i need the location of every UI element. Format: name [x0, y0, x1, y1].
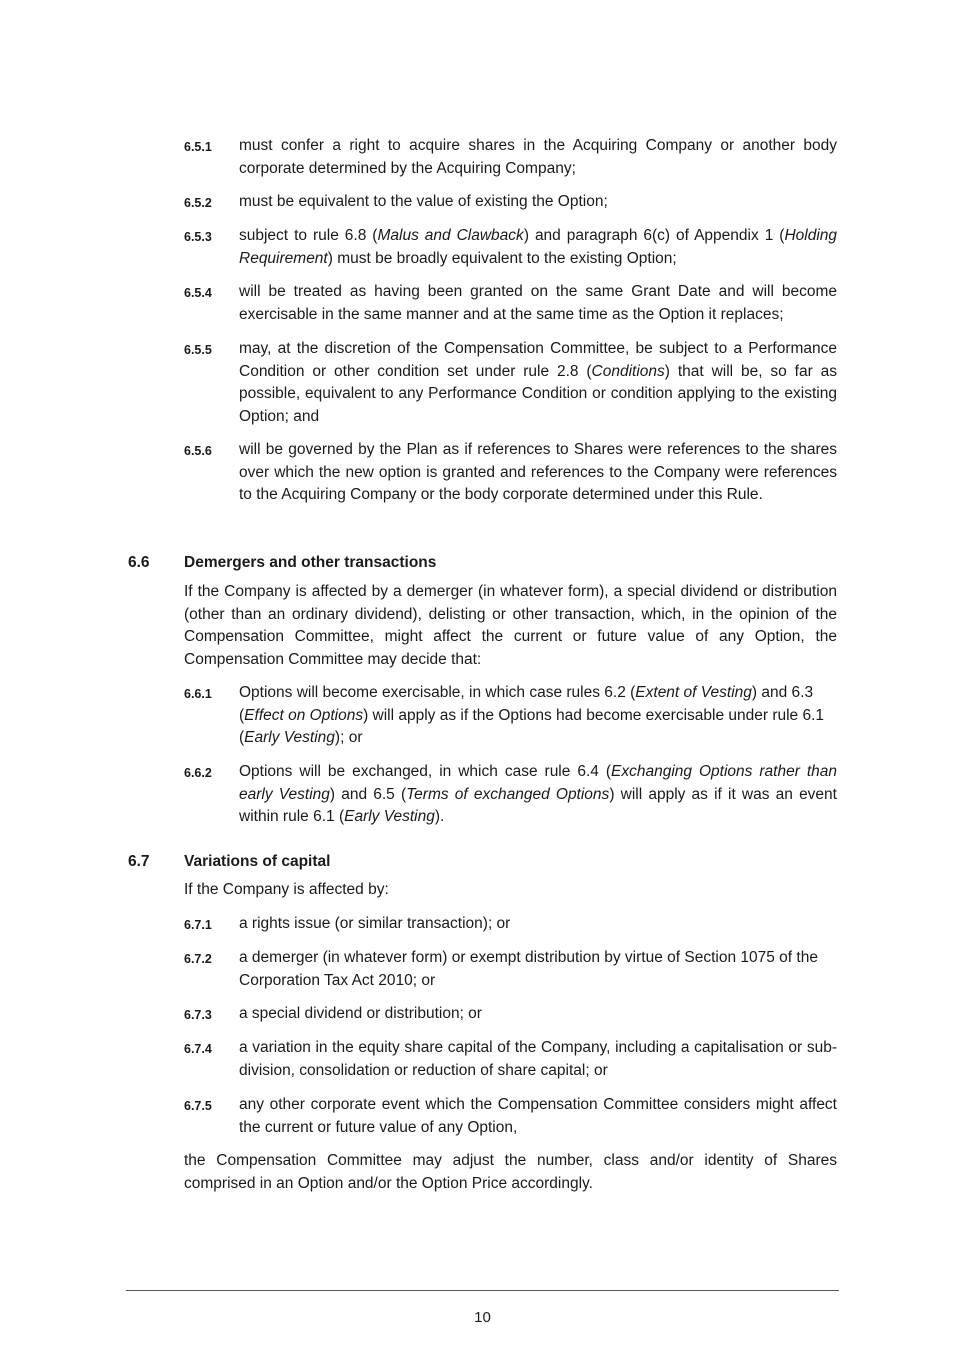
clause-6-5-4 — [184, 281, 837, 326]
clause-6-7-2 — [184, 947, 837, 992]
clause-number: 6.5.2 — [184, 196, 212, 210]
clause-text: a variation in the equity share capital of the Company, including a capitalisation or sub-division, consolidation or reduction of share capital; or — [239, 1039, 837, 1079]
section-6-7-intro: If the Company is affected by: — [184, 881, 389, 898]
clause-6-5-5 — [184, 338, 837, 428]
clause-text: must be equivalent to the value of existing the Option; — [239, 193, 608, 210]
section-number: 6.7 — [128, 853, 150, 870]
clause-6-5-3 — [184, 225, 837, 270]
clause-6-6-2 — [184, 761, 837, 829]
clause-number: 6.7.5 — [184, 1099, 212, 1113]
clause-number: 6.7.3 — [184, 1008, 212, 1022]
clause-6-5-6 — [184, 439, 837, 507]
clause-text: a demerger (in whatever form) or exempt distribution by virtue of Section 1075 of the Corporation Tax Act 2010; or — [239, 949, 818, 989]
clause-number: 6.5.4 — [184, 286, 212, 300]
clause-text: may, at the discretion of the Compensation Committee, be subject to a Performance Condition or other condition set under rule 2.8 (Conditions) that will be, so far as possible, equivalent to any Performance Condition or condition applying to the existing Option; and — [239, 340, 837, 425]
clause-6-7-5 — [184, 1094, 837, 1139]
clause-number: 6.5.1 — [184, 140, 212, 154]
clause-6-6-1 — [184, 682, 837, 750]
clause-number: 6.6.2 — [184, 766, 212, 780]
clause-number: 6.7.4 — [184, 1042, 212, 1056]
clause-text: will be governed by the Plan as if references to Shares were references to the shares over which the new option is granted and references to the Company were references to the Acquiring Company or the body corporate determined under this Rule. — [239, 441, 837, 503]
clause-text: must confer a right to acquire shares in the Acquiring Company or another body corporate determined by the Acquiring Company; — [239, 137, 837, 177]
clause-number: 6.5.6 — [184, 444, 212, 458]
clause-text: any other corporate event which the Compensation Committee considers might affect the current or future value of any Option, — [239, 1096, 837, 1136]
clause-number: 6.7.1 — [184, 918, 212, 932]
section-title: Variations of capital — [184, 853, 331, 870]
clause-number: 6.6.1 — [184, 687, 212, 701]
footer-divider — [126, 1290, 839, 1291]
clause-number: 6.5.3 — [184, 230, 212, 244]
section-6-6-intro: If the Company is affected by a demerger (in whatever form), a special dividend or distribution (other than an ordinary dividend), delisting or other transaction, which, in the opinion of the Compensation Committee, might affect the current or future value of any Option, the Compensation Committee may decide that: — [184, 583, 837, 668]
clause-6-7-4 — [184, 1037, 837, 1082]
clause-6-5-2 — [184, 191, 837, 214]
section-6-7-closing: the Compensation Committee may adjust the number, class and/or identity of Shares comprised in an Option and/or the Option Price accordingly. — [184, 1152, 837, 1192]
clause-number: 6.7.2 — [184, 952, 212, 966]
section-number: 6.6 — [128, 554, 150, 571]
clause-text: a rights issue (or similar transaction); or — [239, 915, 511, 932]
clause-text: Options will be exchanged, in which case rule 6.4 (Exchanging Options rather than early Vesting) and 6.5 (Terms of exchanged Options) will apply as if it was an event within rule 6.1 (Early Vesting). — [239, 763, 838, 825]
clause-text: Options will become exercisable, in which case rules 6.2 (Extent of Vesting) and 6.3 (Effect on Options) will apply as if the Options had become exercisable under rule 6.1 (Early Vesting); or — [239, 684, 825, 746]
section-title: Demergers and other transactions — [184, 554, 437, 571]
page-number: 10 — [474, 1309, 491, 1326]
clause-6-5-1 — [184, 135, 837, 180]
clause-6-7-1 — [184, 913, 837, 936]
clause-text: subject to rule 6.8 (Malus and Clawback) and paragraph 6(c) of Appendix 1 (Holding Requirement) must be broadly equivalent to the existing Option; — [239, 227, 838, 267]
clause-text: will be treated as having been granted on the same Grant Date and will become exercisable in the same manner and at the same time as the Option it replaces; — [239, 283, 837, 323]
clause-text: a special dividend or distribution; or — [239, 1005, 482, 1022]
clause-number: 6.5.5 — [184, 343, 212, 357]
clause-6-7-3 — [184, 1003, 837, 1026]
